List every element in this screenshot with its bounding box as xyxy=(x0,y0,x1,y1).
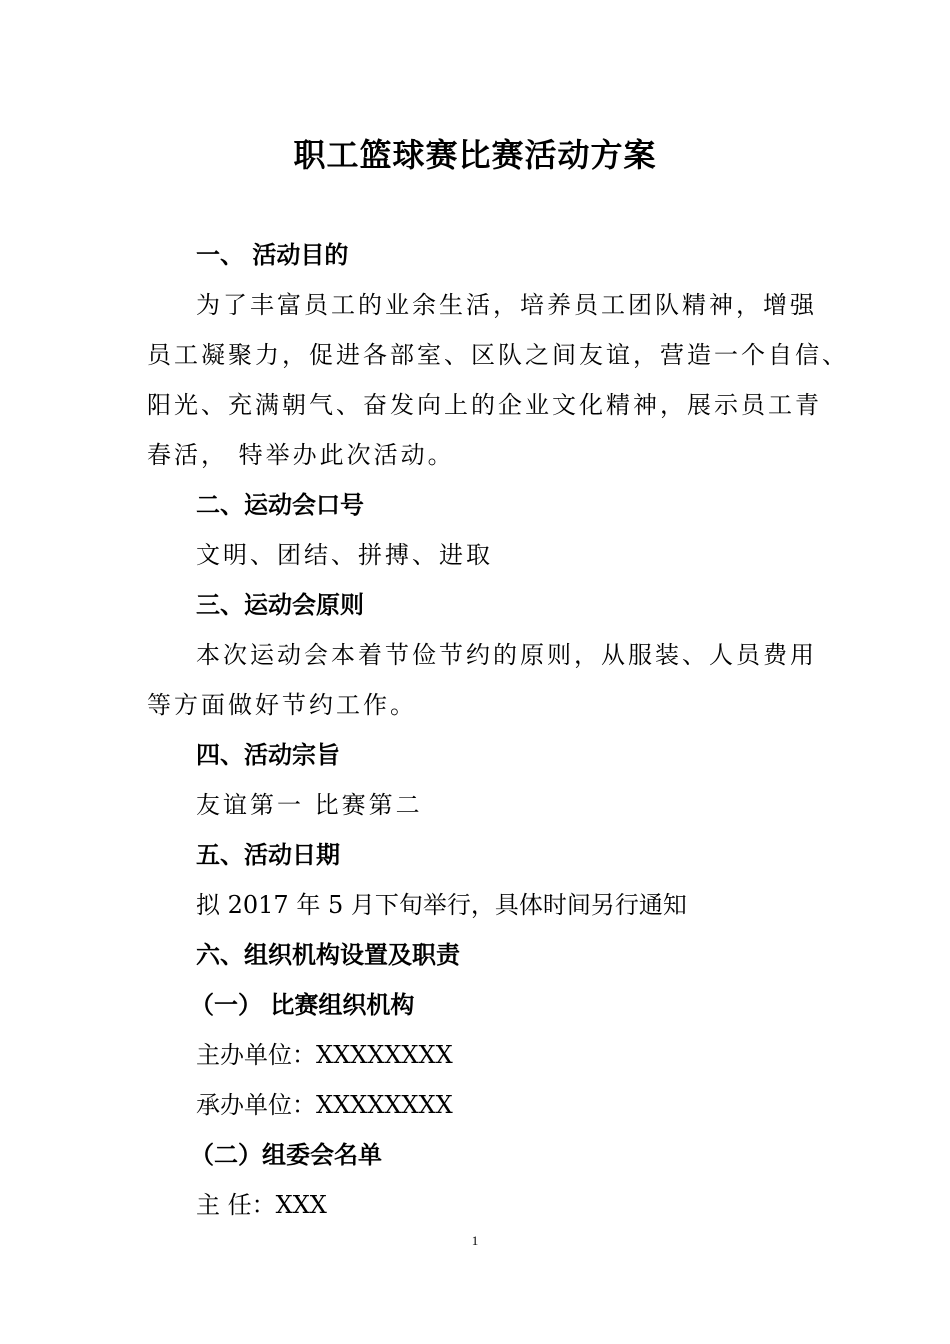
section-3-paragraph-line: 等方面做好节约工作。 xyxy=(147,691,417,719)
organizer-unit: 承办单位：XXXXXXXX xyxy=(196,1091,453,1119)
section-6-subheading-2: （二）组委会名单 xyxy=(190,1141,382,1169)
section-4-heading: 四、活动宗旨 xyxy=(196,741,340,769)
document-title: 职工篮球赛比赛活动方案 xyxy=(293,136,657,174)
section-3-paragraph-line: 本次运动会本着节俭节约的原则，从服装、人员费用 xyxy=(196,641,817,669)
section-6-heading: 六、组织机构设置及职责 xyxy=(196,941,460,969)
page-number: 1 xyxy=(471,1233,479,1248)
section-2-heading: 二、运动会口号 xyxy=(196,491,364,519)
committee-director: 主 任：XXX xyxy=(196,1191,327,1219)
section-4-text: 友谊第一 比赛第二 xyxy=(196,791,423,819)
section-1-paragraph-line: 春活， 特举办此次活动。 xyxy=(147,441,455,469)
section-5-text: 拟 2017 年 5 月下旬举行，具体时间另行通知 xyxy=(196,891,687,919)
section-1-heading: 一、 活动目的 xyxy=(196,241,349,269)
section-6-subheading-1: （一） 比赛组织机构 xyxy=(190,991,415,1019)
section-1-paragraph-line: 为了丰富员工的业余生活，培养员工团队精神，增强 xyxy=(196,291,817,319)
section-2-text: 文明、团结、拼搏、进取 xyxy=(196,541,493,569)
host-unit: 主办单位：XXXXXXXX xyxy=(196,1041,453,1069)
section-1-paragraph-line: 阳光、充满朝气、奋发向上的企业文化精神，展示员工青 xyxy=(147,391,822,419)
section-1-paragraph-line: 员工凝聚力，促进各部室、区队之间友谊，营造一个自信、 xyxy=(147,341,849,369)
section-3-heading: 三、运动会原则 xyxy=(196,591,364,619)
section-5-heading: 五、活动日期 xyxy=(196,841,340,869)
